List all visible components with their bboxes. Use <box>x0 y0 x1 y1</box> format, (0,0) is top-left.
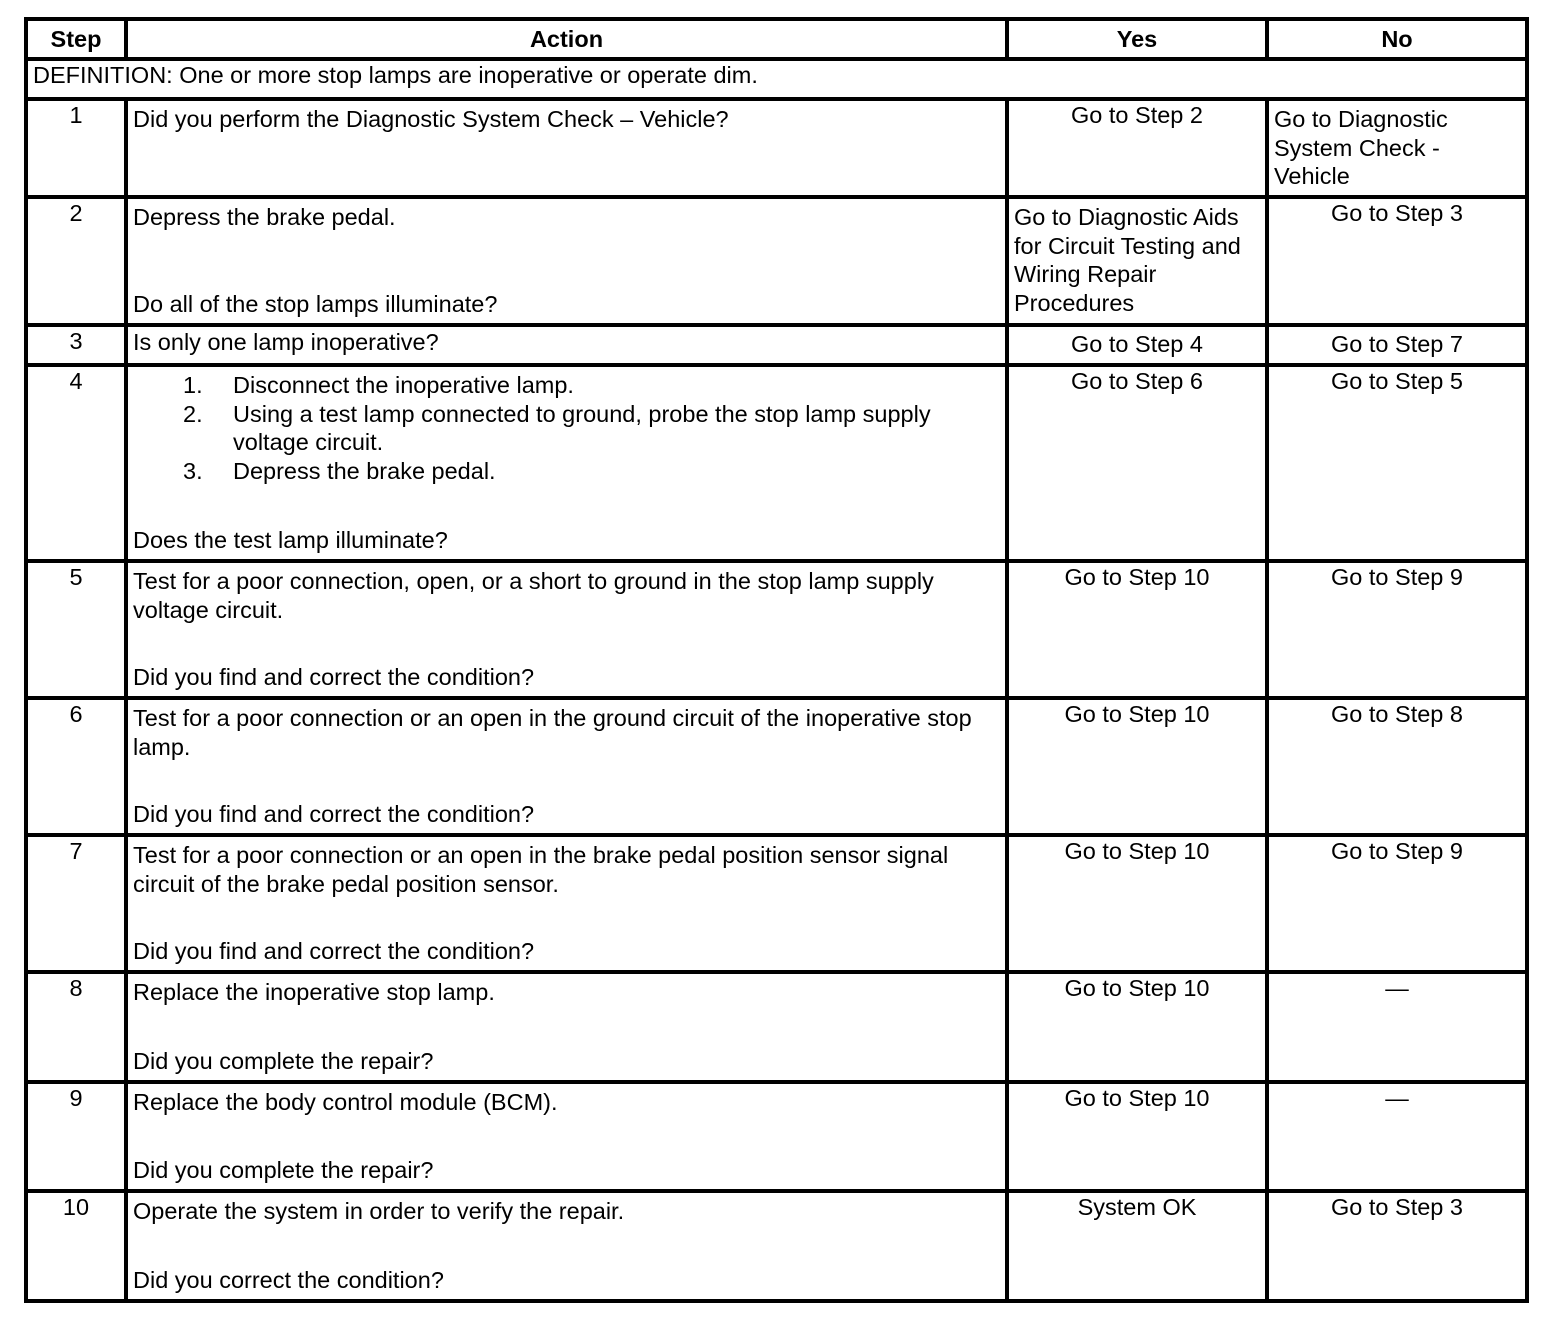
question-text: Did you complete the repair? <box>133 1047 434 1074</box>
question-text: Did you correct the condition? <box>133 1266 444 1293</box>
action-cell <box>126 561 1007 698</box>
action-text: Operate the system in order to verify the repair. <box>133 1198 625 1224</box>
no-result <box>1267 835 1527 972</box>
step-number: 9 <box>26 1082 126 1191</box>
no-result-text: Go to Diagnostic System Check - Vehicle <box>1274 106 1448 189</box>
diagnostic-table <box>24 17 1529 1303</box>
no-result-text: — <box>1385 1085 1409 1111</box>
step-number: 5 <box>26 561 126 698</box>
yes-result-text: Go to Step 6 <box>1071 368 1203 394</box>
substep-text: Depress the brake pedal. <box>233 457 496 484</box>
action-cell <box>126 1191 1007 1301</box>
table-row <box>26 197 1527 325</box>
action-text: Test for a poor connection, open, or a short to ground in the stop lamp supply voltage circuit. <box>133 568 934 623</box>
yes-result-text: Go to Diagnostic Aids for Circuit Testing and Wiring Repair Procedures <box>1014 204 1241 316</box>
header-row <box>26 19 1527 59</box>
question-text: Did you find and correct the condition? <box>133 800 535 827</box>
yes-result-text: Go to Step 10 <box>1064 564 1210 590</box>
action-text: Test for a poor connection or an open in the ground circuit of the inoperative stop lamp. <box>133 705 972 760</box>
no-result-text: Go to Step 8 <box>1331 701 1463 727</box>
no-result <box>1267 561 1527 698</box>
step-number: 6 <box>26 698 126 835</box>
substep-item <box>133 457 1000 486</box>
definition-row <box>26 59 1527 99</box>
header-no: No <box>1267 19 1527 59</box>
table-row <box>26 698 1527 835</box>
yes-result-text: Go to Step 10 <box>1064 701 1210 727</box>
header-action: Action <box>126 19 1007 59</box>
definition-text: DEFINITION: One or more stop lamps are inoperative or operate dim. <box>26 59 1527 99</box>
step-number: 3 <box>26 325 126 365</box>
yes-result <box>1007 365 1267 561</box>
table-row <box>26 835 1527 972</box>
table-row <box>26 325 1527 365</box>
action-text: Test for a poor connection or an open in the brake pedal position sensor signal circuit of the brake pedal position sensor. <box>133 842 949 897</box>
substep-number: 3. <box>183 457 203 484</box>
yes-result <box>1007 1082 1267 1191</box>
step-number: 2 <box>26 197 126 325</box>
action-text: Did you perform the Diagnostic System Check – Vehicle? <box>133 106 729 132</box>
no-result-text: Go to Step 9 <box>1331 838 1463 864</box>
header-yes: Yes <box>1007 19 1267 59</box>
no-result <box>1267 1082 1527 1191</box>
no-result-text: — <box>1385 975 1409 1001</box>
action-text: Replace the inoperative stop lamp. <box>133 979 495 1005</box>
yes-result-text: Go to Step 10 <box>1064 838 1210 864</box>
yes-result <box>1007 835 1267 972</box>
diagnostic-page <box>24 17 1529 1303</box>
no-result-text: Go to Step 3 <box>1331 1194 1463 1220</box>
table-row <box>26 1082 1527 1191</box>
action-cell <box>126 972 1007 1082</box>
table-row <box>26 99 1527 197</box>
action-cell <box>126 698 1007 835</box>
step-number: 7 <box>26 835 126 972</box>
substep-text: Disconnect the inoperative lamp. <box>233 372 574 398</box>
substep-item <box>133 371 1000 400</box>
yes-result-text: System OK <box>1077 1194 1197 1220</box>
yes-result <box>1007 972 1267 1082</box>
no-result <box>1267 99 1527 197</box>
table-row <box>26 1191 1527 1301</box>
action-cell <box>126 1082 1007 1191</box>
no-result <box>1267 365 1527 561</box>
step-number: 1 <box>26 99 126 197</box>
yes-result-text: Go to Step 2 <box>1071 102 1203 128</box>
table-row <box>26 561 1527 698</box>
no-result <box>1267 325 1527 365</box>
table-row <box>26 365 1527 561</box>
no-result <box>1267 698 1527 835</box>
question-text: Did you find and correct the condition? <box>133 937 535 964</box>
no-result <box>1267 197 1527 325</box>
step-number: 10 <box>26 1191 126 1301</box>
question-text: Did you complete the repair? <box>133 1156 434 1183</box>
no-result-text: Go to Step 9 <box>1331 564 1463 590</box>
header-step: Step <box>26 19 126 59</box>
substep-text: Using a test lamp connected to ground, probe the stop lamp supply voltage circuit. <box>233 400 931 455</box>
yes-result-text: Go to Step 10 <box>1064 975 1210 1001</box>
question-text: Do all of the stop lamps illuminate? <box>133 290 498 317</box>
no-result-text: Go to Step 7 <box>1331 330 1463 357</box>
question-text: Does the test lamp illuminate? <box>133 526 448 553</box>
action-cell <box>126 99 1007 197</box>
action-cell <box>126 365 1007 561</box>
no-result-text: Go to Step 5 <box>1331 368 1463 394</box>
question-text: Did you find and correct the condition? <box>133 663 535 690</box>
substep-item <box>133 400 1000 457</box>
yes-result <box>1007 197 1267 325</box>
yes-result-text: Go to Step 10 <box>1064 1085 1210 1111</box>
table-row <box>26 972 1527 1082</box>
action-cell <box>126 325 1007 365</box>
yes-result-text: Go to Step 4 <box>1071 330 1203 357</box>
yes-result <box>1007 698 1267 835</box>
no-result-text: Go to Step 3 <box>1331 200 1463 226</box>
no-result <box>1267 972 1527 1082</box>
action-cell <box>126 835 1007 972</box>
action-text: Is only one lamp inoperative? <box>133 329 439 356</box>
action-cell <box>126 197 1007 325</box>
step-number: 4 <box>26 365 126 561</box>
action-text: Replace the body control module (BCM). <box>133 1089 558 1115</box>
substep-list <box>133 371 1000 485</box>
substep-number: 2. <box>183 400 203 427</box>
step-number: 8 <box>26 972 126 1082</box>
yes-result <box>1007 99 1267 197</box>
action-text: Depress the brake pedal. <box>133 204 396 230</box>
yes-result <box>1007 1191 1267 1301</box>
yes-result <box>1007 325 1267 365</box>
yes-result <box>1007 561 1267 698</box>
substep-number: 1. <box>183 372 203 398</box>
no-result <box>1267 1191 1527 1301</box>
